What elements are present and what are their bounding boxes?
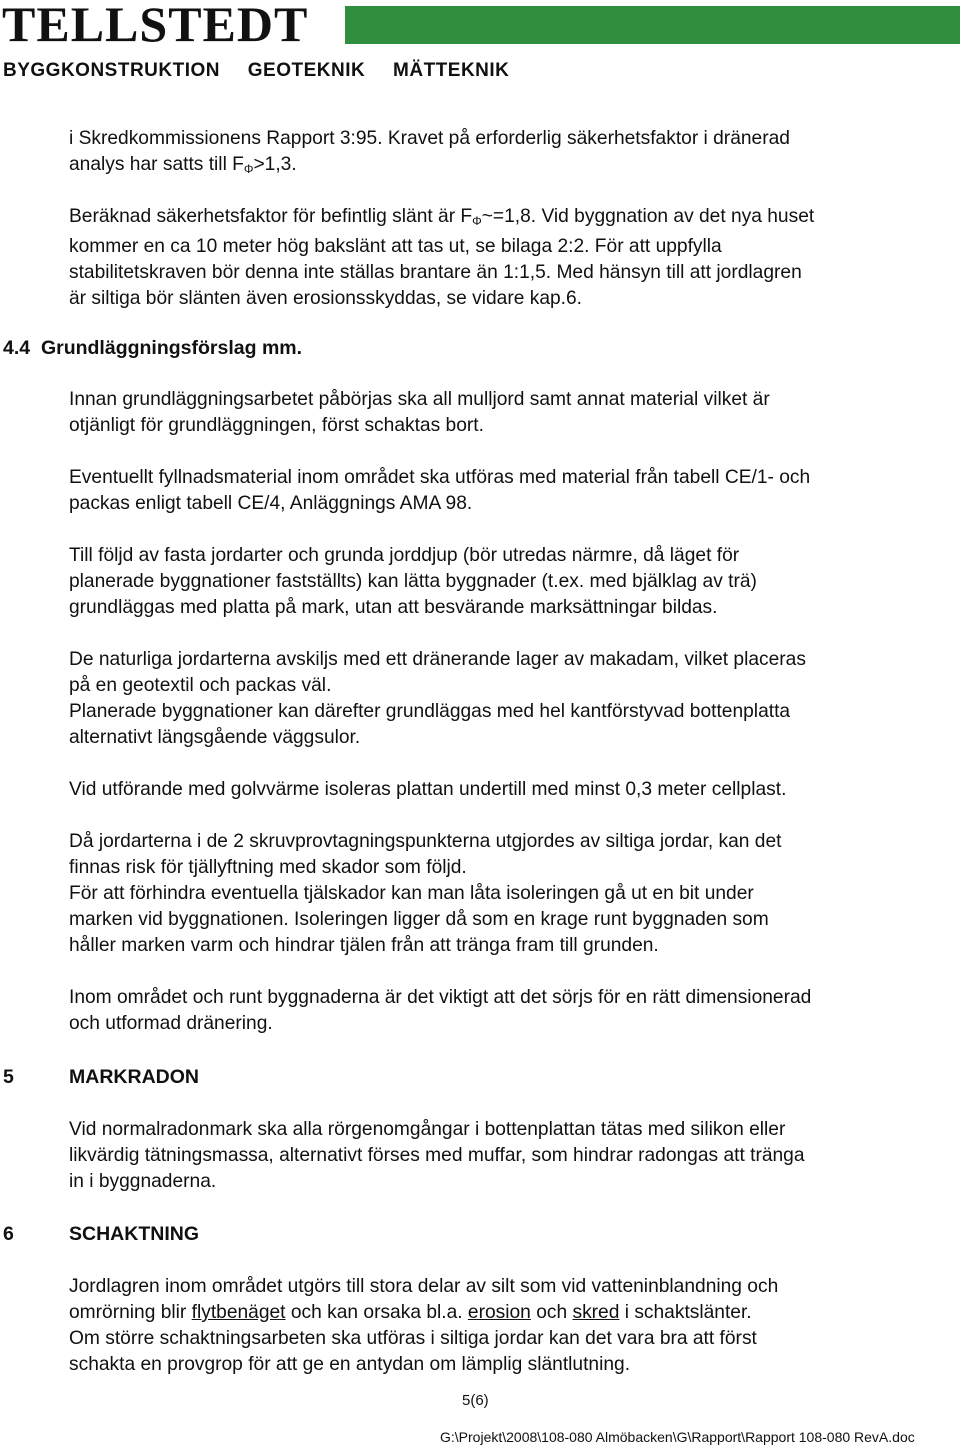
paragraph-2 [69, 204, 949, 312]
paragraph-6: De naturliga jordarterna avskiljs med ett dränerande lager av makadam, vilket placeras på en geotextil och packas väl. Planerade byggnationer kan därefter grundläggas med hel kantförstyvad bottenplatta alternativt längsgående väggsulor. [69, 649, 806, 748]
section-6-heading: SCHAKTNING [69, 1223, 199, 1245]
document-path: G:\Projekt\2008\108-080 Almöbacken\G\Rapport\Rapport 108-080 RevA.doc [440, 1429, 915, 1445]
link-skred[interactable]: skred [572, 1302, 620, 1323]
logo-name: TELLSTEDT [2, 0, 309, 52]
p11-line2a: omrörning blir [69, 1302, 192, 1323]
p11-line2b: och kan orsaka bl.a. [285, 1302, 468, 1323]
logo-sub-2: GEOTEKNIK [247, 60, 366, 81]
page-number: 5(6) [462, 1392, 489, 1409]
section-5-number: 5 [3, 1066, 14, 1088]
p1-line1: i Skredkommissionens Rapport 3:95. Kravet på erforderlig säkerhetsfaktor i dränerad [69, 128, 790, 149]
paragraph-8: Då jordarterna i de 2 skruvprovtagningspunkterna utgjordes av siltiga jordar, kan det finnas risk för tjällyftning med skador som följd. För att förhindra eventuella tjälskador kan man låta isoleringen gå ut en bit under marken vid byggnationen. Isoleringen ligger då som en krage runt byggnaden som håller marken varm och hindrar tjälen från att tränga fram till grunden. [69, 831, 782, 956]
p11-rest: Om större schaktningsarbeten ska utföras i siltiga jordar kan det vara bra att först schakta en provgrop för att ge en antydan om lämplig släntlutning. [69, 1328, 757, 1375]
link-flytbenaget[interactable]: flytbenäget [191, 1302, 286, 1323]
p11-line1: Jordlagren inom området utgörs till stora delar av silt som vid vatteninblandning och [69, 1276, 779, 1297]
phi-subscript-2: Φ [472, 214, 482, 228]
logo-green-bar [345, 6, 960, 44]
p11-line2c: och [530, 1302, 573, 1323]
p1-line2b: >1,3. [253, 154, 297, 175]
p1-line2a: analys har satts till F [69, 154, 244, 175]
paragraph-5: Till följd av fasta jordarter och grunda jorddjup (bör utredas närmre, då läget för planerade byggnationer fastställts) kan lätta byggnader (t.ex. med bjälklag av trä) grundläggas med platta på mark, utan att besvärande marksättningar bildas. [69, 545, 757, 618]
phi-subscript: Φ [243, 162, 254, 176]
section-5-heading: MARKRADON [69, 1066, 199, 1088]
paragraph-9: Inom området och runt byggnaderna är det viktigt att det sörjs för en rätt dimensionerad och utformad dränering. [69, 987, 812, 1034]
logo-subtitle [3, 60, 531, 82]
paragraph-3: Innan grundläggningsarbetet påbörjas ska all mulljord samt annat material vilket är otjänligt för grundläggningen, först schaktas bort. [69, 389, 770, 436]
link-erosion[interactable]: erosion [467, 1302, 531, 1323]
paragraph-11 [69, 1274, 949, 1378]
section-4-4-heading: 4.4 Grundläggningsförslag mm. [3, 337, 303, 359]
paragraph-10: Vid normalradonmark ska alla rörgenomgångar i bottenplattan tätas med silikon eller likvärdig tätningsmassa, alternativt förses med muffar, som hindrar radongas att tränga in i byggnaderna. [69, 1119, 805, 1192]
paragraph-7: Vid utförande med golvvärme isoleras plattan undertill med minst 0,3 meter cellplast. [69, 779, 787, 800]
paragraph-4: Eventuellt fyllnadsmaterial inom området ska utföras med material från tabell CE/1- och packas enligt tabell CE/4, Anläggnings AMA 98. [69, 467, 811, 514]
p11-line2d: i schaktslänter. [619, 1302, 752, 1323]
logo-sub-3: MÄTTEKNIK [393, 60, 510, 81]
logo-sub-1: BYGGKONSTRUKTION [3, 60, 220, 81]
p2-line1b: ~=1,8. Vid byggnation av det nya huset [481, 206, 815, 227]
section-6-number: 6 [3, 1223, 14, 1245]
p2-line1a: Beräknad säkerhetsfaktor för befintlig slänt är F [69, 206, 473, 227]
paragraph-1 [69, 126, 949, 182]
p2-rest: kommer en ca 10 meter hög bakslänt att tas ut, se bilaga 2:2. För att uppfylla stabilitetskraven bör denna inte ställas brantare än 1:1,5. Med hänsyn till att jordlagren är siltiga bör slänten även erosionsskyddas, se vidare kap.6. [69, 236, 802, 309]
